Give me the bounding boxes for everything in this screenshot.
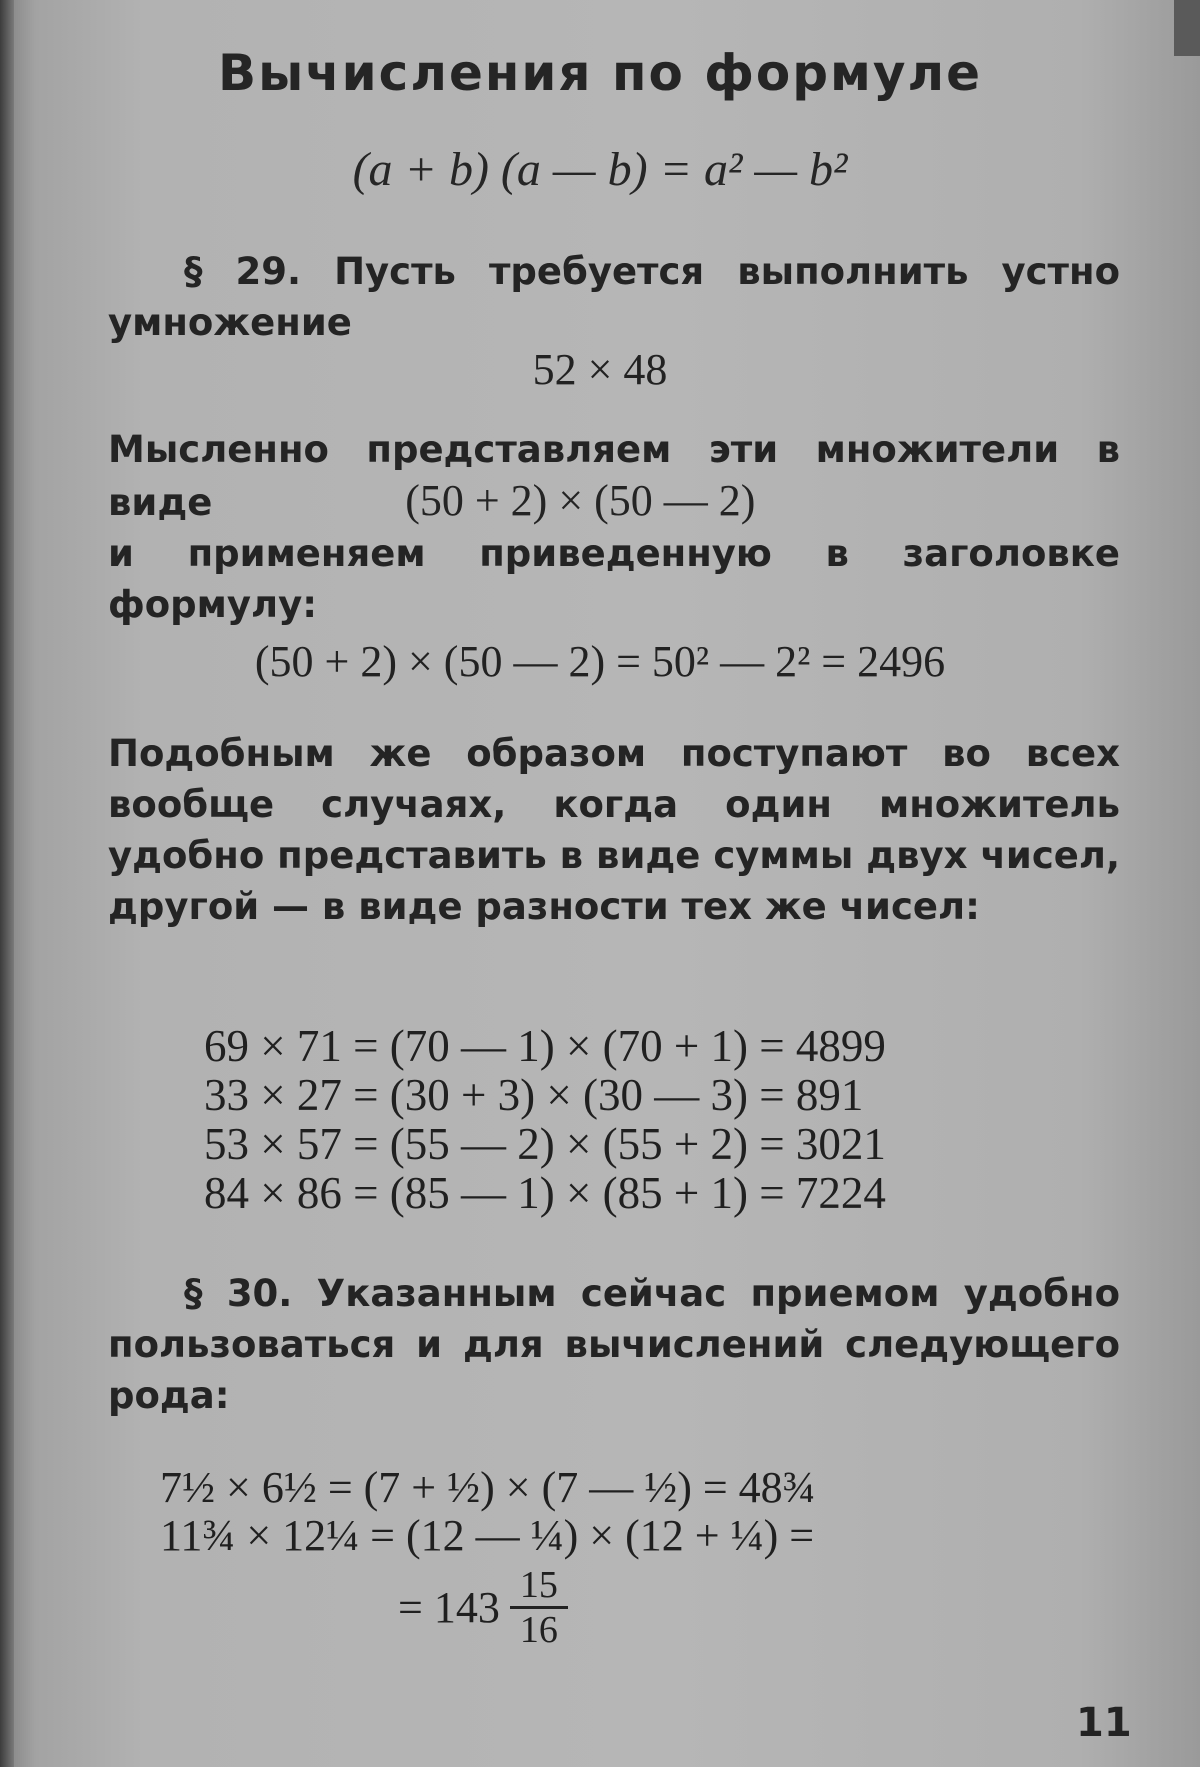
fraction-denominator: 16 — [519, 1609, 558, 1651]
fraction-numerator: 15 — [519, 1564, 558, 1606]
result-whole: = 143 — [398, 1583, 500, 1632]
fraction-equation-2: 11¾ × 12¼ = (12 — ¼) × (12 + ¼) = — [160, 1511, 815, 1560]
example-equation: 33 × 27 = (30 + 3) × (30 — 3) = 891 — [204, 1070, 864, 1120]
example-equation: 84 × 86 = (85 — 1) × (85 + 1) = 7224 — [204, 1168, 886, 1218]
example-multiplication: 52 × 48 — [532, 345, 668, 394]
title-formula: (a + b) (a — b) = a² — b² — [352, 143, 848, 196]
result-fraction — [510, 1564, 568, 1651]
page-title: Вычисления по формуле — [218, 44, 982, 102]
inline-expression: (50 + 2) × (50 — 2) — [405, 476, 756, 525]
section-30-text: § 30. Указанным сейчас приемом удобно пользоваться и для вычислений следующего рода: — [108, 1272, 1120, 1417]
section-29-intro: § 29. Пусть требуется выполнить устно умножение — [108, 250, 1120, 344]
section-29-text-2: и применяем приведенную в заголовке формулу: — [108, 532, 1120, 626]
example-equation: 69 × 71 = (70 — 1) × (70 + 1) = 4899 — [204, 1021, 886, 1071]
main-equation: (50 + 2) × (50 — 2) = 50² — 2² = 2496 — [254, 637, 946, 686]
section-29-text-1: Мысленно представляем эти множители в виде (50 + 2) × (50 — 2) — [108, 428, 1120, 525]
section-29-text-3: Подобным же образом поступают во всех вообще случаях, когда один множитель удобно представить в виде суммы двух чисел, другой — в виде разности тех же чисел: — [108, 732, 1120, 928]
fraction-result — [398, 1564, 568, 1651]
book-spine-shadow — [0, 0, 14, 1767]
examples-list — [204, 1022, 886, 1218]
fraction-equation-1: 7½ × 6½ = (7 + ½) × (7 — ½) = 48¾ — [160, 1463, 816, 1512]
page-number: 11 — [1076, 1700, 1132, 1746]
example-equation: 53 × 57 = (55 — 2) × (55 + 2) = 3021 — [204, 1119, 886, 1169]
